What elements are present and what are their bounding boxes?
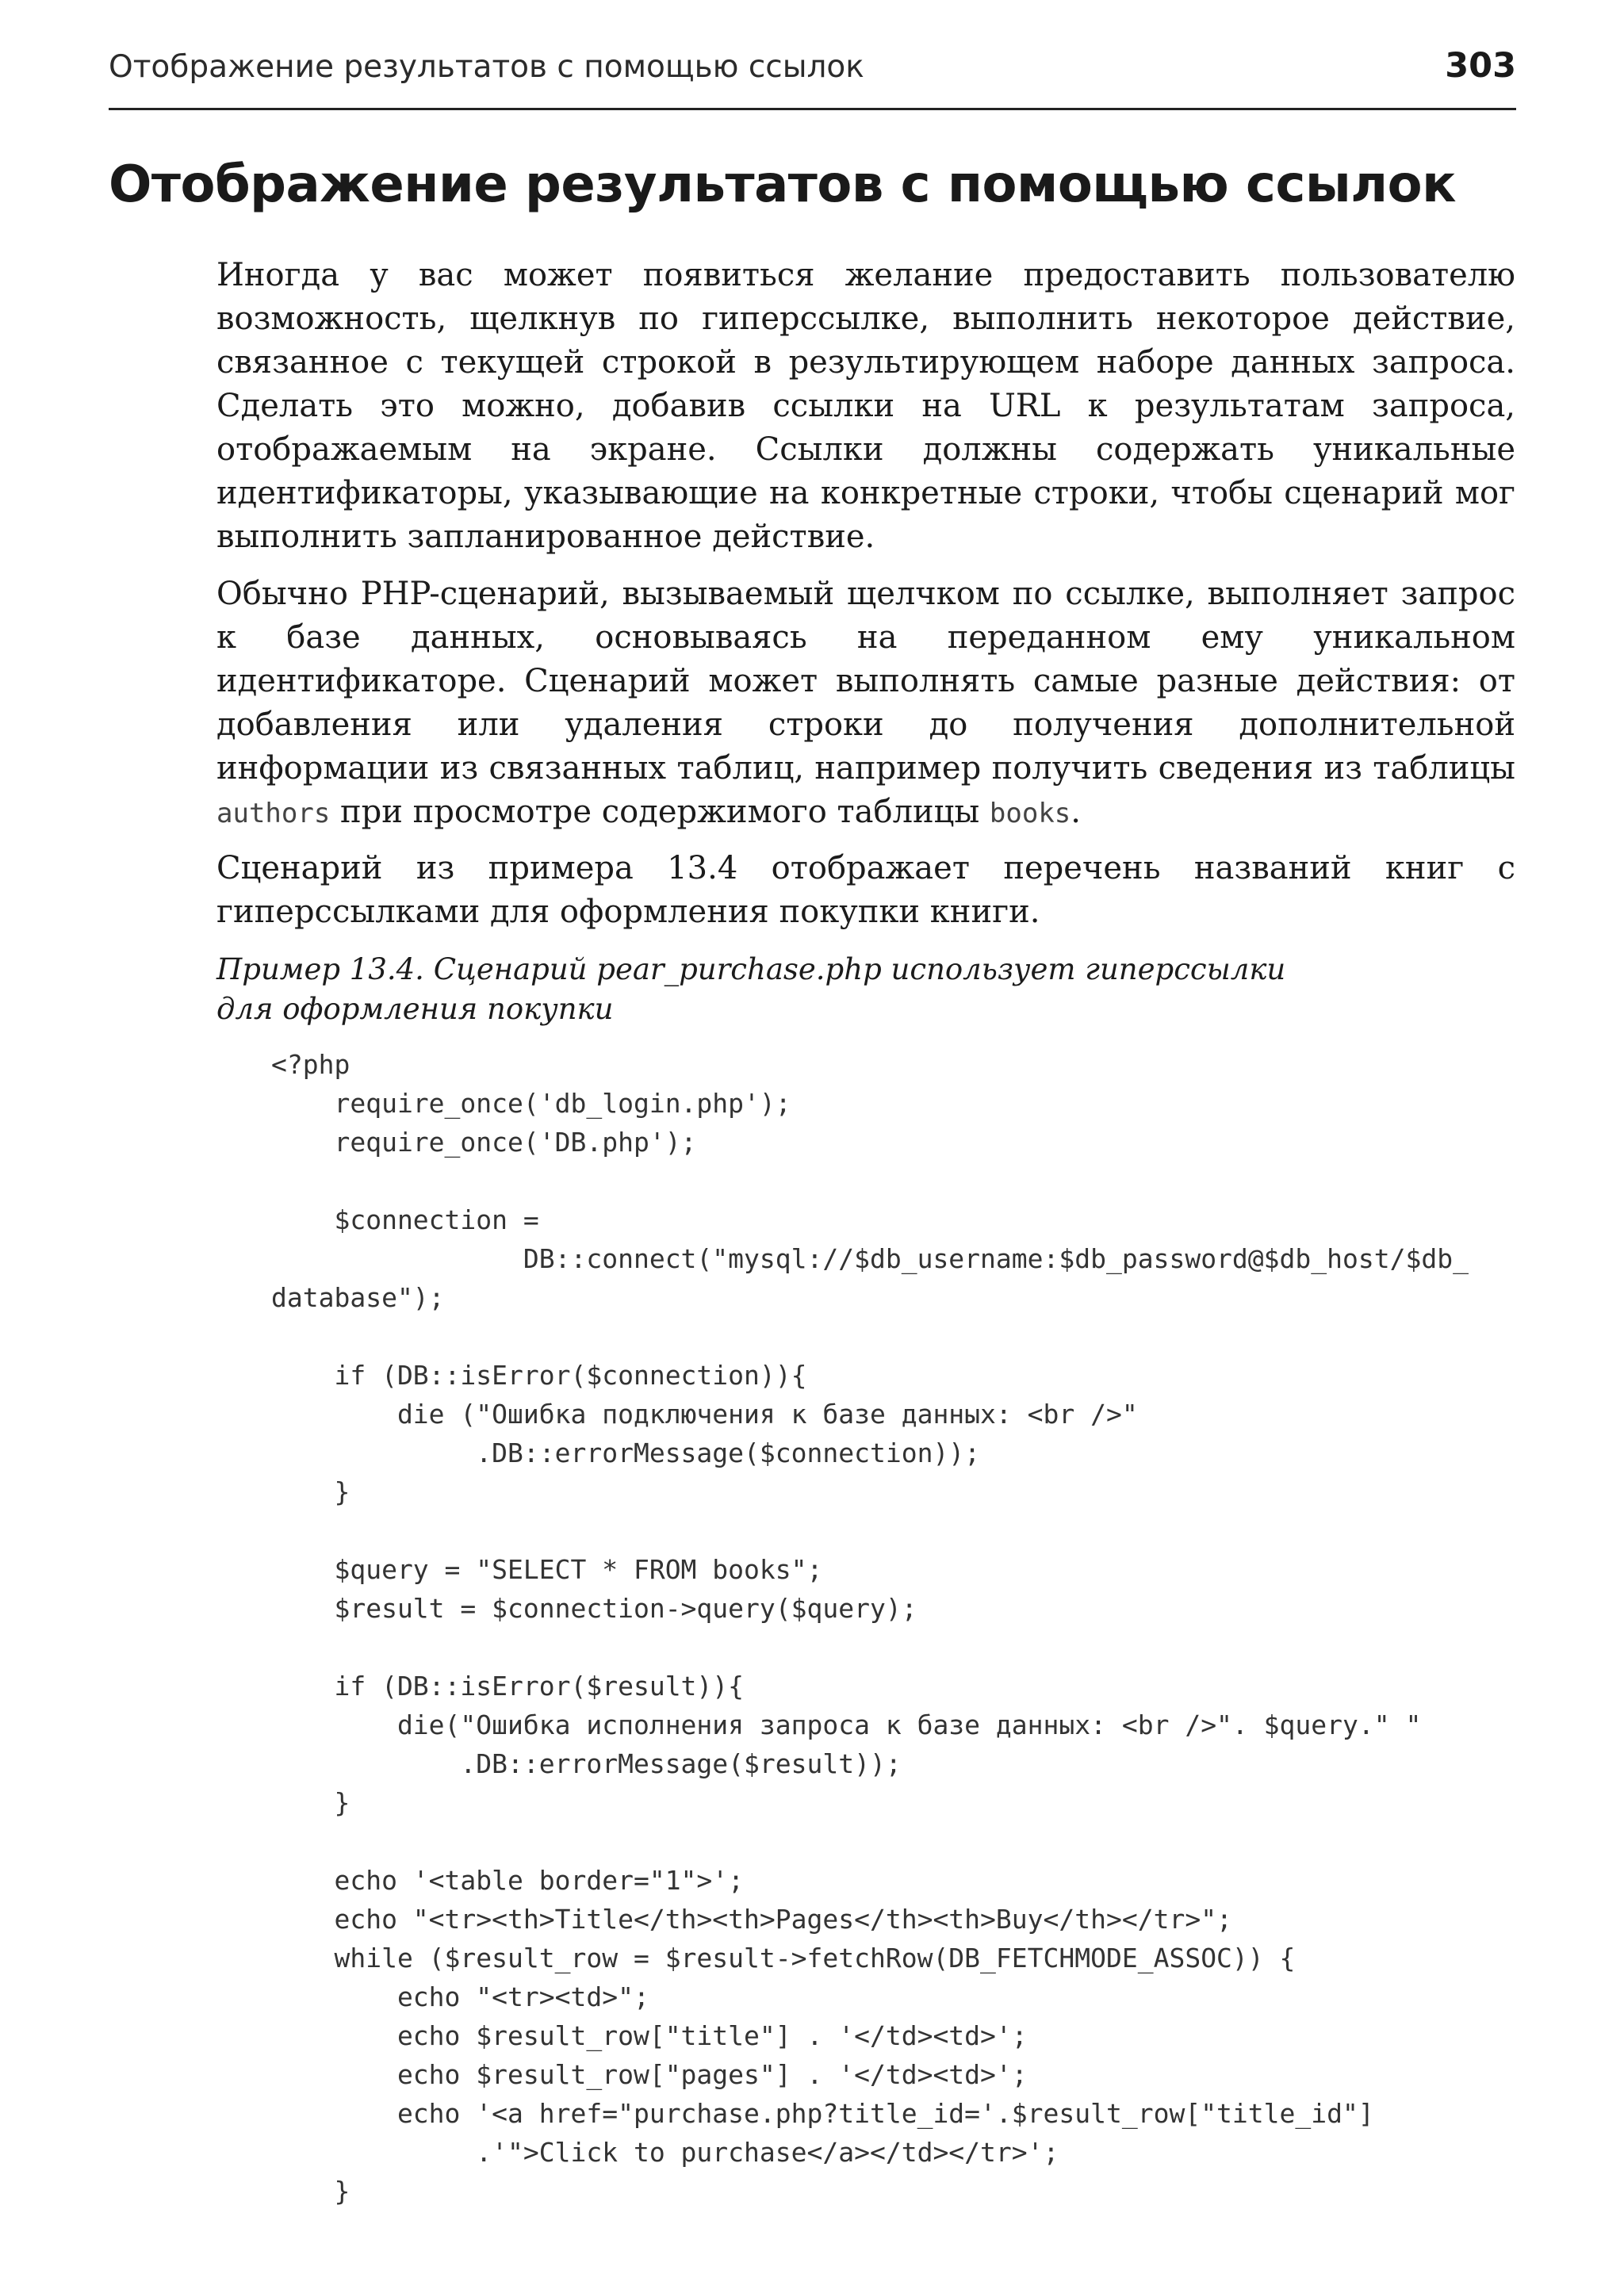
code-line: echo "<tr><td>"; <box>271 1981 649 2012</box>
code-line <box>271 1317 1524 1356</box>
page-number: 303 <box>1445 46 1516 86</box>
code-line: echo $result_row["title"] . '</td><td>'; <box>271 2020 1028 2051</box>
code-line: echo "<tr><th>Title</th><th>Pages</th><th>Buy</th></tr>"; <box>271 1904 1232 1935</box>
code-line: .DB::errorMessage($result)); <box>271 1748 902 1779</box>
code-line: <?php <box>271 1049 350 1080</box>
code-line: } <box>271 2176 350 2207</box>
paragraph-3: Сценарий из примера 13.4 отображает перечень названий книг с гиперссылками для оформления покупки книги. <box>216 850 1515 930</box>
code-line: require_once('db_login.php'); <box>271 1088 791 1119</box>
paragraph-1: Иногда у вас может появиться желание предоставить пользователю возможность, щелкнув по гиперссылке, выполнить некоторое действие, связанное с текущей строкой в результирующем наборе данных запроса. Сделать это можно, добавив ссылки на URL к результатам запроса, отображаемым на экране. Ссылки должны содержать уникальные идентификаторы, указывающие на конкретные строки, чтобы сценарий мог выполнить запланированное действие. <box>216 257 1515 555</box>
code-listing <box>271 1045 1524 2211</box>
paragraph-2 <box>216 572 1515 836</box>
inline-code-authors: authors <box>216 798 331 829</box>
caption-line-2: для оформления покупки <box>216 992 614 1026</box>
code-line <box>271 1628 1524 1667</box>
code-line: if (DB::isError($connection)){ <box>271 1360 807 1391</box>
code-line: .'">Click to purchase</a></td></tr>'; <box>271 2137 1059 2168</box>
caption-line-1: Пример 13.4. Сценарий pear_purchase.php использует гиперссылки <box>216 952 1286 986</box>
code-line: require_once('DB.php'); <box>271 1127 697 1158</box>
paragraph-2-mid: при просмотре содержимого таблицы <box>330 794 990 830</box>
paragraph-2-end: . <box>1071 794 1081 830</box>
code-line: database"); <box>271 1282 445 1313</box>
code-line: die("Ошибка исполнения запроса к базе данных: <br />". $query." " <box>271 1709 1422 1740</box>
code-line <box>271 1162 1524 1200</box>
code-line: echo '<table border="1">'; <box>271 1865 745 1896</box>
code-line: if (DB::isError($result)){ <box>271 1671 745 1702</box>
paragraph-2-text: Обычно PHP-сценарий, вызываемый щелчком по ссылке, выполняет запрос к базе данных, основываясь на переданном ему уникальном идентификаторе. Сценарий может выполнять самые разные действия: от добавления или удаления строки до получения дополнительной информации из связанных таблиц, например получить сведения из таблицы <box>216 576 1515 787</box>
code-line <box>271 1511 1524 1550</box>
code-line: die ("Ошибка подключения к базе данных: <br />" <box>271 1399 1138 1430</box>
code-line: $query = "SELECT * FROM books"; <box>271 1554 823 1585</box>
code-line: } <box>271 1476 350 1507</box>
code-line: DB::connect("mysql://$db_username:$db_password@$db_host/$db_ <box>271 1243 1469 1274</box>
section-title: Отображение результатов с помощью ссылок <box>109 155 1457 214</box>
code-line: echo '<a href="purchase.php?title_id='.$result_row["title_id"] <box>271 2098 1374 2129</box>
code-line: $result = $connection->query($query); <box>271 1593 917 1624</box>
code-line: .DB::errorMessage($connection)); <box>271 1438 981 1468</box>
example-caption <box>216 950 1515 1029</box>
inline-code-books: books <box>989 798 1071 829</box>
page-header <box>109 46 1516 110</box>
code-line: while ($result_row = $result->fetchRow(DB_FETCHMODE_ASSOC)) { <box>271 1943 1296 1973</box>
code-line <box>271 1822 1524 1861</box>
code-line: $connection = <box>271 1204 539 1235</box>
code-line: echo $result_row["pages"] . '</td><td>'; <box>271 2059 1028 2090</box>
running-title: Отображение результатов с помощью ссылок <box>109 49 864 85</box>
code-line: } <box>271 1787 350 1818</box>
